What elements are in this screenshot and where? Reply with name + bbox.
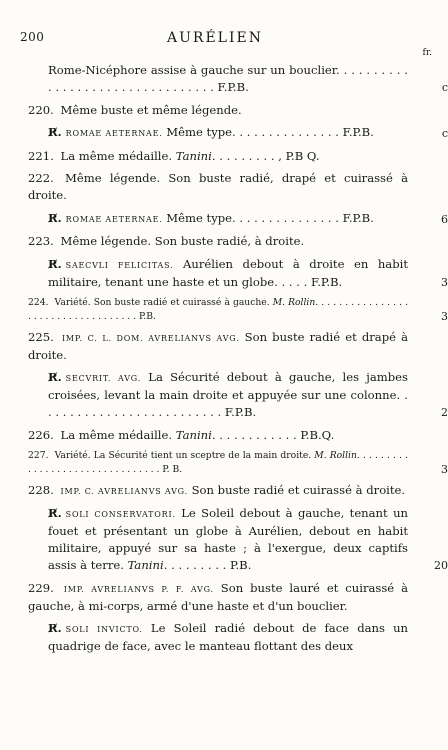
catalogue-entry bbox=[28, 329, 408, 364]
source-citation: Tanini bbox=[127, 558, 164, 572]
rarity-value: 3 bbox=[441, 275, 448, 289]
entry-text: La même médaille. bbox=[60, 427, 173, 442]
rarity-value: 2 bbox=[441, 406, 448, 419]
entry-text: Son buste radié et drapé à droite. bbox=[28, 329, 409, 362]
catalogue-entry bbox=[28, 620, 408, 655]
catalogue-entry bbox=[28, 210, 448, 228]
entry-number: 223. bbox=[28, 234, 54, 248]
reverse-mark: R̸. bbox=[48, 506, 62, 520]
catalogue-entry bbox=[28, 449, 448, 476]
source-citation: M. Rollin bbox=[314, 450, 357, 461]
entry-text: Même type. . . . . . . . . . . . . . . F.P.B. bbox=[166, 210, 374, 225]
coin-legend: IMP. C. L. DOM. AVRELIANVS AVG. bbox=[61, 333, 240, 343]
coin-legend: SOLI INVICTO. bbox=[65, 625, 143, 634]
rarity-value: 3 bbox=[441, 309, 448, 323]
page-header bbox=[20, 30, 410, 48]
entry-number: 227. bbox=[28, 450, 49, 461]
reverse-mark: R̸. bbox=[48, 256, 62, 271]
catalogue-entry bbox=[28, 102, 408, 119]
entry-number: 224. bbox=[28, 297, 49, 308]
entry-number: 221. bbox=[28, 148, 54, 163]
rarity-value: c bbox=[441, 81, 448, 94]
catalogue-entry bbox=[28, 580, 408, 615]
entry-text: Variété. La Sécurité tient un sceptre de la main droite. bbox=[54, 450, 312, 461]
catalogue-entry bbox=[28, 427, 408, 444]
coin-legend: IMP. AVRELIANVS P. F. AVG. bbox=[63, 584, 214, 594]
catalogue-entry bbox=[28, 148, 408, 165]
entry-text: Rome-Nicéphore assise à gauche sur un bouclier. . . . . . . . . . . . . . . . . . . . . . . . . . . . . . . . . F.P.B. bbox=[48, 63, 408, 94]
entry-text: Le Soleil debout à gauche, tenant un fouet et présentant un globe à Aurélien, debout en habit militaire, appuyé sur sa haste ; à l'exergue, deux captifs assis à terre. bbox=[48, 506, 409, 572]
rarity-value: 3 bbox=[441, 462, 448, 476]
entry-number: 226. bbox=[28, 427, 54, 442]
entry-text: Variété. Son buste radié et cuirassé à gauche. bbox=[54, 297, 270, 308]
reverse-mark: R̸. bbox=[48, 370, 62, 384]
entry-text: La même médaille. bbox=[60, 148, 173, 163]
reverse-mark: R̸. bbox=[48, 210, 62, 225]
coin-legend: SAECVLI FELICITAS. bbox=[65, 260, 174, 270]
leader-and-format: . . . . . . . . . , P.B Q. bbox=[211, 148, 320, 163]
catalogue-entry bbox=[28, 256, 448, 291]
rarity-value: c bbox=[441, 127, 448, 140]
coin-legend: ROMAE AETERNAE. bbox=[65, 214, 163, 224]
coin-legend: IMP. C. AVRELIANVS AVG. bbox=[60, 486, 188, 496]
entry-number: 225. bbox=[28, 329, 54, 344]
catalogue-entry bbox=[28, 170, 408, 204]
reverse-mark: R̸. bbox=[48, 125, 62, 139]
entry-text: Même légende. Son buste radié, à droite. bbox=[60, 234, 305, 248]
running-title: AURÉLIEN bbox=[167, 30, 263, 46]
entry-text: Son buste lauré et cuirassé à gauche, à mi-corps, armé d'une haste et d'un bouclier. bbox=[28, 580, 408, 613]
leader-and-format: . . . . . . . . . P.B. bbox=[163, 558, 252, 572]
catalogue-entry bbox=[28, 233, 408, 250]
rarity-value: 20 bbox=[434, 559, 448, 572]
source-citation: M. Rollin bbox=[272, 297, 316, 308]
reverse-mark: R̸. bbox=[48, 621, 62, 635]
leader-and-format: . . . . . . . . . . . . . . . . . . . . . . . . . . . . . . . . . . . P.B. bbox=[28, 297, 408, 322]
coin-legend: SOLI CONSERVATORI. bbox=[65, 510, 176, 519]
source-citation: Tanini bbox=[175, 427, 212, 442]
entry-number: 222. bbox=[28, 171, 54, 185]
entry-text: Son buste radié et cuirassé à droite. bbox=[191, 482, 406, 497]
catalogue-entry bbox=[28, 369, 448, 421]
coin-legend: ROMAE AETERNAE. bbox=[65, 129, 163, 138]
entry-text: Même buste et même légende. bbox=[60, 102, 242, 117]
rarity-column-heading: fr. bbox=[422, 48, 432, 58]
catalogue-entry bbox=[28, 62, 448, 96]
entry-number: 228. bbox=[28, 482, 54, 497]
catalogue-entry bbox=[28, 124, 448, 142]
coin-legend: SECVRIT. AVG. bbox=[65, 374, 142, 383]
catalogue-entries bbox=[28, 62, 448, 661]
rarity-value: 6 bbox=[441, 212, 448, 226]
leader-and-format: . . . . . . . . . . . . . . . . . . . . . . . . . . . . . . . . P. B. bbox=[28, 450, 409, 475]
catalogue-entry bbox=[28, 296, 448, 323]
entry-text: Aurélien debout à droite en habit militaire, tenant une haste et un globe. . . . . F.P.B. bbox=[48, 256, 408, 289]
entry-number: 220. bbox=[28, 102, 54, 117]
entry-number: 229. bbox=[28, 580, 54, 595]
leader-and-format: . . . . . . . . . . . . P.B.Q. bbox=[211, 427, 335, 442]
entry-text: La Sécurité debout à gauche, les jambes croisées, levant la main droite et appuyée sur une colonne. . . . . . . . . . . . . . . . . . . . . . . . . . F.P.B. bbox=[48, 370, 408, 419]
catalogue-entry bbox=[28, 482, 408, 500]
source-citation: Tanini bbox=[175, 148, 212, 163]
entry-text: Le Soleil radié debout de face dans un quadrige de face, avec le manteau flottant des deux bbox=[48, 621, 408, 653]
entry-text: Même type. . . . . . . . . . . . . . . F.P.B. bbox=[166, 125, 374, 139]
entry-text: Même légende. Son buste radié, drapé et cuirassé à droite. bbox=[28, 171, 408, 202]
catalogue-entry bbox=[28, 505, 448, 574]
page-number: 200 bbox=[20, 30, 45, 44]
